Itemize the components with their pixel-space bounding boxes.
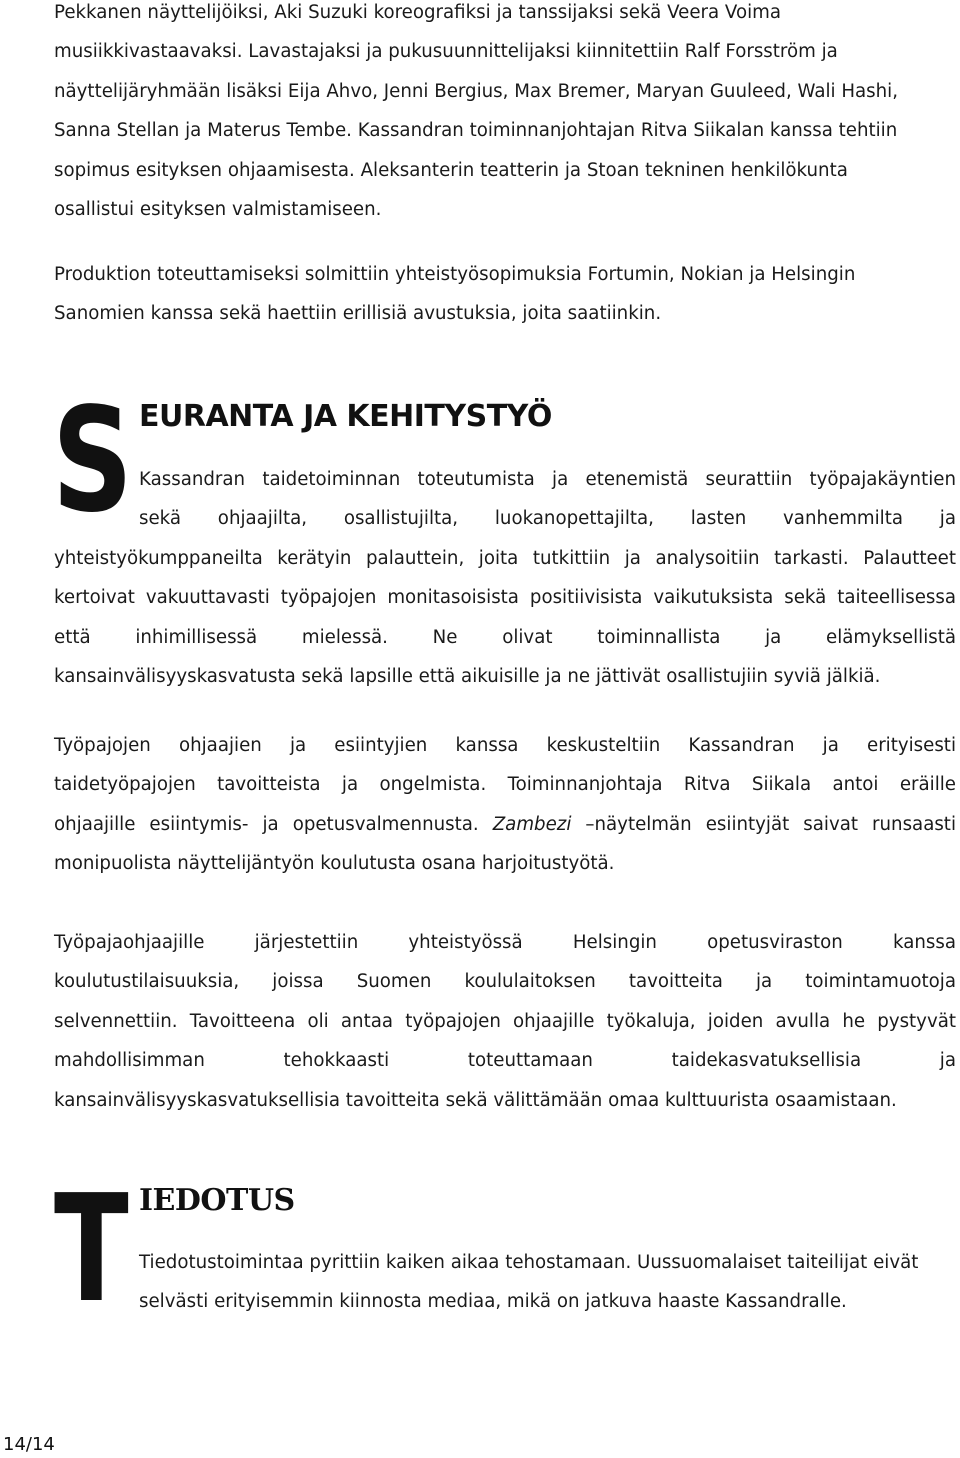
page-number: 14/14 (3, 1434, 55, 1455)
play-title: Zambezi (492, 813, 572, 835)
text-line: Tiedotustoimintaa pyrittiin kaiken aikaa tehostamaan. Uussuomalaiset taiteilijat eivät (139, 1252, 919, 1273)
ohjaajat-paragraph (54, 726, 956, 884)
text-segment: ohjaajille esiintymis- ja opetusvalmennusta. (54, 813, 493, 835)
seuranta-paragraph-indented (139, 460, 956, 539)
text-line: Työpajaohjaajille järjestettiin yhteistyössä Helsingin opetusviraston kanssa (54, 932, 956, 953)
text-line: sekä ohjaajilta, osallistujilta, luokanopettajilta, lasten vanhemmilta ja (139, 508, 956, 530)
text-line: monipuolista näyttelijäntyön koulutusta osana harjoitustyötä. (54, 853, 615, 875)
text-line: kansainvälisyyskasvatusta sekä lapsille että aikuisille ja ne jättivät osallistujiin syviä jälkiä. (54, 666, 881, 688)
tiedotus-paragraph (139, 1243, 956, 1322)
text-line: selvennettiin. Tavoitteena oli antaa työpajojen ohjaajille työkaluja, joiden avulla he pystyvät (54, 1010, 956, 1032)
text-line: kansainvälisyyskasvatuksellisia tavoitteita sekä välittämään omaa kulttuurista osaamistaan. (54, 1089, 897, 1111)
text-line: Produktion toteuttamiseksi solmittiin yhteistyösopimuksia Fortumin, Nokian ja Helsingin (54, 264, 856, 285)
seuranta-dropcap: S (52, 376, 133, 544)
text-line: että inhimillisessä mielessä. Ne olivat toiminnallista ja elämyksellistä (54, 626, 956, 648)
tiedotus-dropcap: T (54, 1163, 129, 1335)
text-line: mahdollisimman tehokkaasti toteuttamaan taidekasvatuksellisia ja (54, 1050, 956, 1072)
intro-paragraph (54, 0, 956, 229)
text-line: Sanna Stellan ja Materus Tembe. Kassandran toiminnanjohtajan Ritva Siikalan kanssa tehtiin (54, 120, 898, 142)
text-line: Kassandran taidetoiminnan toteutumista ja etenemistä seurattiin työpajakäyntien (139, 469, 956, 490)
tiedotus-heading: IEDOTUS (139, 1183, 295, 1218)
text-line: Työpajojen ohjaajien ja esiintyjien kanssa keskusteltiin Kassandran ja erityisesti (54, 735, 956, 756)
text-line: osallistui esityksen valmistamiseen. (54, 199, 382, 221)
text-line: Pekkanen näyttelijöiksi, Aki Suzuki koreografiksi ja tanssijaksi sekä Veera Voima (54, 2, 781, 23)
text-line: selvästi erityisemmin kiinnosta mediaa, mikä on jatkuva haaste Kassandralle. (139, 1291, 847, 1313)
seuranta-paragraph (54, 539, 956, 697)
text-line: näyttelijäryhmään lisäksi Eija Ahvo, Jenni Bergius, Max Bremer, Maryan Guuleed, Wali Hashi, (54, 80, 899, 102)
production-paragraph (54, 255, 956, 334)
text-line: taidetyöpajojen tavoitteista ja ongelmista. Toiminnanjohtaja Ritva Siikala antoi eräille (54, 774, 956, 796)
text-line: kertoivat vakuuttavasti työpajojen monitasoisista positiivisista vaikutuksista sekä taiteellisessa (54, 587, 956, 609)
koulutus-paragraph (54, 923, 956, 1120)
text-line: koulutustilaisuuksia, joissa Suomen koululaitoksen tavoitteita ja toimintamuotoja (54, 971, 956, 993)
text-line: Sanomien kanssa sekä haettiin erillisiä avustuksia, joita saatiinkin. (54, 303, 662, 325)
text-segment: –näytelmän esiintyjät saivat runsaasti (571, 813, 956, 835)
text-line: yhteistyökumppaneilta kerätyin palauttein, joita tutkittiin ja analysoitiin tarkasti. Palautteet (54, 548, 956, 569)
text-line: musiikkivastaavaksi. Lavastajaksi ja pukusuunnittelijaksi kiinnitettiin Ralf Forsström ja (54, 41, 838, 63)
seuranta-heading: EURANTA JA KEHITYSTYÖ (139, 399, 552, 434)
text-line: sopimus esityksen ohjaamisesta. Aleksanterin teatterin ja Stoan tekninen henkilökunta (54, 159, 848, 181)
text-line (54, 805, 956, 844)
